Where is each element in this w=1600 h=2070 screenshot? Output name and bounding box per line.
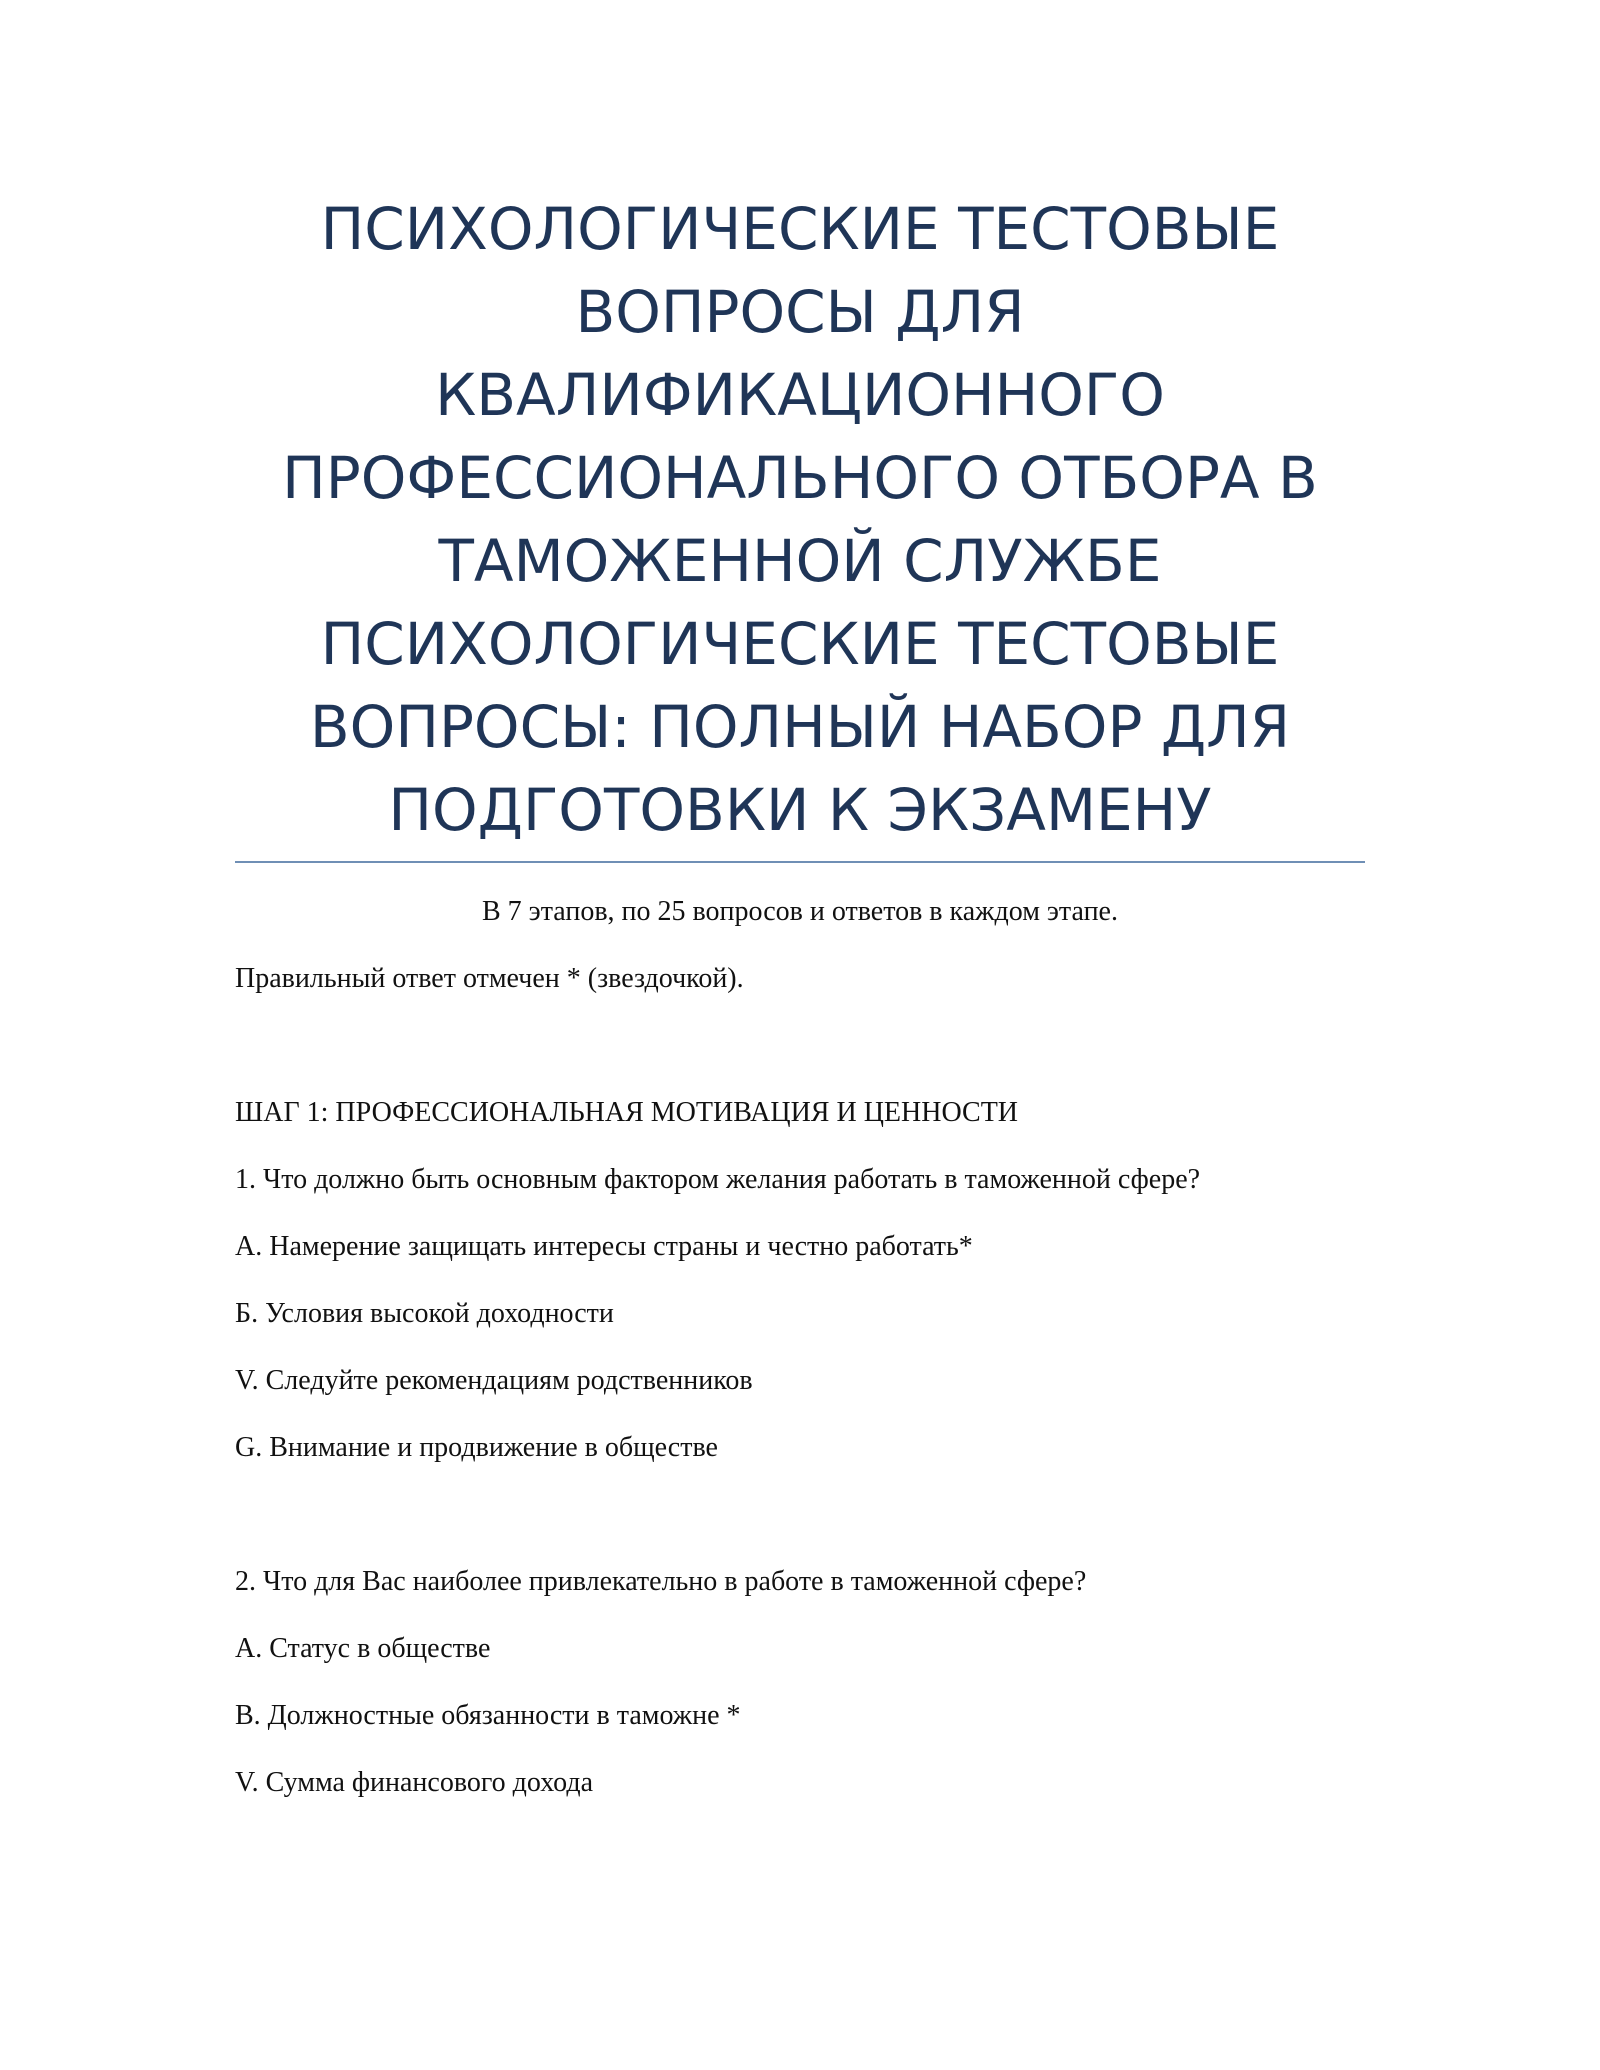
title-line: ПОДГОТОВКИ К ЭКЗАМЕНУ — [388, 776, 1212, 844]
answer-note: Правильный ответ отмечен * (звездочкой). — [235, 963, 744, 994]
title-line: ПРОФЕССИОНАЛЬНОГО ОТБОРА В — [282, 444, 1318, 512]
question-2-option-b: В. Должностные обязанности в таможне * — [235, 1700, 741, 1731]
title-line: ВОПРОСЫ: ПОЛНЫЙ НАБОР ДЛЯ — [309, 693, 1291, 761]
question-1-option-b: Б. Условия высокой доходности — [235, 1298, 614, 1329]
title-line: ПСИХОЛОГИЧЕСКИЕ ТЕСТОВЫЕ — [320, 610, 1280, 678]
step-heading: ШАГ 1: ПРОФЕССИОНАЛЬНАЯ МОТИВАЦИЯ И ЦЕННОСТИ — [235, 1097, 1019, 1128]
intro-text: В 7 этапов, по 25 вопросов и ответов в каждом этапе. — [482, 896, 1118, 927]
question-1: 1. Что должно быть основным фактором желания работать в таможенной сфере? — [235, 1164, 1201, 1195]
question-2-option-v: V. Сумма финансового дохода — [235, 1767, 594, 1798]
title-line: ПСИХОЛОГИЧЕСКИЕ ТЕСТОВЫЕ — [320, 195, 1280, 263]
question-1-option-v: V. Следуйте рекомендациям родственников — [235, 1365, 753, 1396]
title-line: КВАЛИФИКАЦИОННОГО — [435, 361, 1165, 429]
question-2-option-a: А. Статус в обществе — [235, 1633, 491, 1664]
document-title — [235, 188, 1365, 852]
title-line: ВОПРОСЫ ДЛЯ — [575, 278, 1025, 346]
title-line: ТАМОЖЕННОЙ СЛУЖБЕ — [438, 527, 1162, 595]
title-divider — [235, 861, 1365, 863]
question-2: 2. Что для Вас наиболее привлекательно в работе в таможенной сфере? — [235, 1566, 1087, 1597]
question-1-option-g: G. Внимание и продвижение в обществе — [235, 1432, 718, 1463]
question-1-option-a: А. Намерение защищать интересы страны и честно работать* — [235, 1231, 973, 1262]
